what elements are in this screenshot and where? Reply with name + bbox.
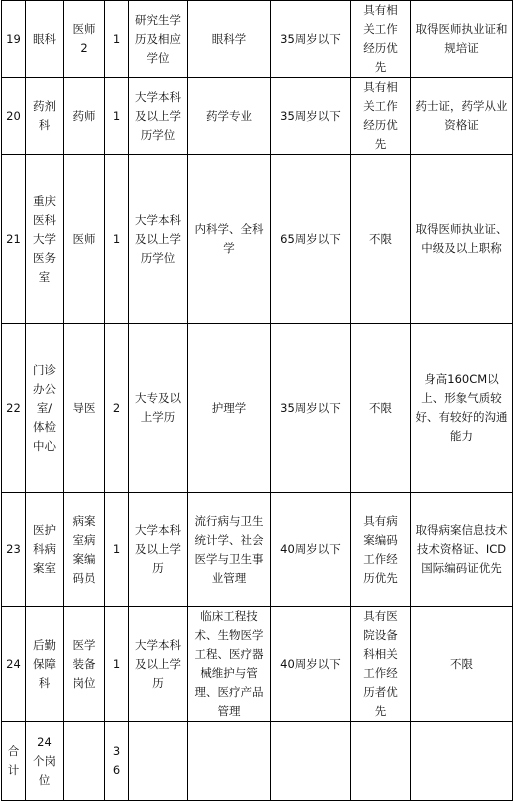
total-label: 合计 <box>2 722 26 801</box>
cell-major: 药学专业 <box>188 78 271 155</box>
table-row <box>2 493 513 607</box>
cell-title: 医学装备岗位 <box>64 607 105 722</box>
cell-major: 临床工程技术、生物医学工程、医疗器械维护与管理、医疗产品管理 <box>188 607 271 722</box>
cell-title: 导医 <box>64 324 105 493</box>
cell-req: 不限 <box>411 607 513 722</box>
total-row <box>2 722 513 801</box>
cell-no: 23 <box>2 493 26 607</box>
cell-dept: 门诊办公室/体检中心 <box>26 324 64 493</box>
cell-req <box>411 722 513 801</box>
cell-no: 21 <box>2 155 26 324</box>
cell-title: 药师 <box>64 78 105 155</box>
cell-age <box>271 722 351 801</box>
cell-no: 22 <box>2 324 26 493</box>
cell-edu: 研究生学历及相应学位 <box>129 1 188 78</box>
cell-exp: 具有相关工作经历优先 <box>351 1 411 78</box>
cell-exp: 不限 <box>351 155 411 324</box>
cell-dept: 后勤保障科 <box>26 607 64 722</box>
cell-exp <box>351 722 411 801</box>
cell-exp: 具有相关工作经历优先 <box>351 78 411 155</box>
table-row <box>2 78 513 155</box>
cell-req: 药士证，药学从业资格证 <box>411 78 513 155</box>
table-row <box>2 324 513 493</box>
cell-num: 1 <box>105 155 129 324</box>
cell-major: 内科学、全科学 <box>188 155 271 324</box>
cell-no: 19 <box>2 1 26 78</box>
cell-edu: 大学本科及以上学历 <box>129 493 188 607</box>
cell-exp: 具有病案编码工作经历优先 <box>351 493 411 607</box>
table-row <box>2 1 513 78</box>
cell-dept: 重庆医科大学医务室 <box>26 155 64 324</box>
cell-major <box>188 722 271 801</box>
cell-no: 20 <box>2 78 26 155</box>
total-count: 36 <box>105 722 129 801</box>
table-row <box>2 155 513 324</box>
cell-major: 流行病与卫生统计学、社会医学与卫生事业管理 <box>188 493 271 607</box>
cell-edu: 大学本科及以上学历学位 <box>129 155 188 324</box>
cell-age: 40周岁以下 <box>271 493 351 607</box>
cell-num: 1 <box>105 1 129 78</box>
cell-age: 65周岁以下 <box>271 155 351 324</box>
cell-no: 24 <box>2 607 26 722</box>
cell-req: 身高160CM以上、形象气质较好、有较好的沟通能力 <box>411 324 513 493</box>
cell-age: 35周岁以下 <box>271 1 351 78</box>
cell-title: 医师 <box>64 155 105 324</box>
cell-dept: 眼科 <box>26 1 64 78</box>
cell-edu: 大学本科及以上学历学位 <box>129 78 188 155</box>
cell-title: 医师2 <box>64 1 105 78</box>
cell-title <box>64 722 105 801</box>
total-positions: 24个岗位 <box>26 722 64 801</box>
cell-req: 取得医师执业证和规培证 <box>411 1 513 78</box>
cell-age: 35周岁以下 <box>271 78 351 155</box>
cell-major: 护理学 <box>188 324 271 493</box>
cell-edu: 大专及以上学历 <box>129 324 188 493</box>
cell-title: 病案室病案编码员 <box>64 493 105 607</box>
cell-num: 1 <box>105 78 129 155</box>
cell-req: 取得医师执业证、中级及以上职称 <box>411 155 513 324</box>
cell-age: 40周岁以下 <box>271 607 351 722</box>
recruitment-table <box>1 0 513 801</box>
cell-num: 1 <box>105 493 129 607</box>
cell-num: 2 <box>105 324 129 493</box>
cell-dept: 药剂科 <box>26 78 64 155</box>
cell-age: 35周岁以下 <box>271 324 351 493</box>
cell-edu: 大学本科及以上学历 <box>129 607 188 722</box>
cell-dept: 医护科病案室 <box>26 493 64 607</box>
cell-exp: 具有医院设备科相关工作经历者优先 <box>351 607 411 722</box>
cell-req: 取得病案信息技术技术资格证、ICD国际编码证优先 <box>411 493 513 607</box>
cell-num: 1 <box>105 607 129 722</box>
cell-major: 眼科学 <box>188 1 271 78</box>
cell-edu <box>129 722 188 801</box>
cell-exp: 不限 <box>351 324 411 493</box>
table-row <box>2 607 513 722</box>
